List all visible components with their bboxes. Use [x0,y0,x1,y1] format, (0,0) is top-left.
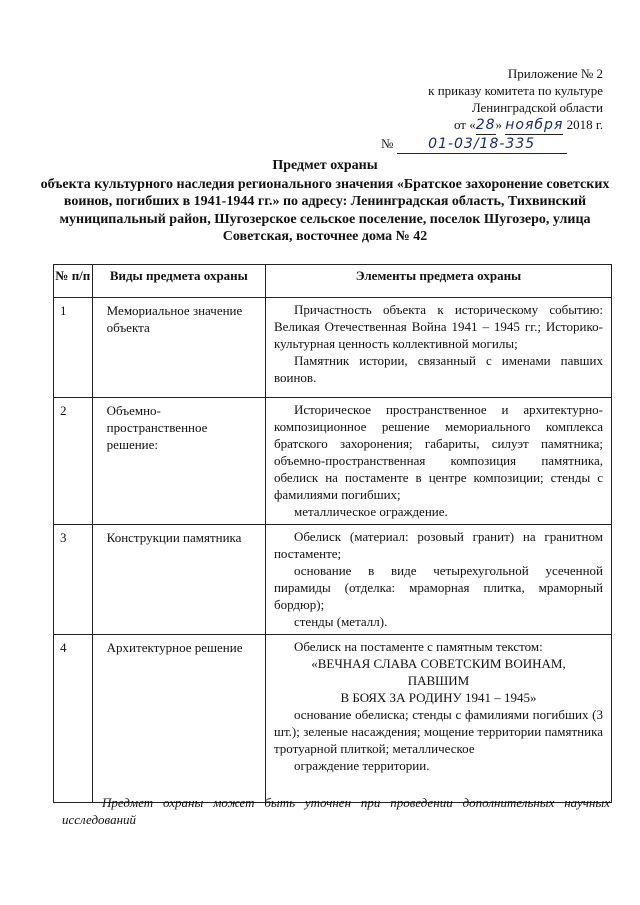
row-num: 1 [54,298,93,398]
row-elements [265,525,611,635]
date-mid: » [495,117,506,132]
table-row [54,398,612,525]
document-title [40,157,610,246]
table-row [54,298,612,398]
element-text: ограждение территории. [293,758,430,773]
header-elements: Элементы предмета охраны [265,265,611,298]
appendix-line-1: Приложение № 2 [507,66,603,81]
number-prefix: № [381,136,394,151]
table-row [54,635,612,803]
element-text: Причастность объекта к историческому событию: Великая Отечественная Война 1941 – 1945 гг.; Историко-культурная ценность коллективной могилы; [273,302,603,351]
memorial-inscription-line: «ВЕЧНАЯ СЛАВА СОВЕТСКИМ ВОИНАМ, [311,656,566,671]
date-prefix: от « [453,117,476,132]
element-text: металлическое ограждение. [293,504,448,519]
order-number [343,135,603,154]
row-kind: Мемориальное значение объекта [92,298,265,398]
memorial-inscription-line: В БОЯХ ЗА РОДИНУ 1941 – 1945» [340,690,537,705]
protection-table [53,264,612,803]
element-text: основание обелиска; стенды с фамилиями погибших (3 шт.); зеленые насаждения; мощение территории памятника тротуарной плиткой; металлическое [273,707,603,756]
date-day-handwritten: 28 [475,117,496,133]
title-body: объекта культурного наследия регионального значения «Братское захоронение советских воинов, погибших в 1941-1944 гг.» по адресу: Ленинградская область, Тихвинский муниципальный район, Шугозерское сельское поселение, поселок Шугозеро, улица Советская, восточнее дома № 42 [40,176,610,244]
date-month-handwritten: ноября [505,117,564,133]
element-text: стенды (металл). [293,614,388,629]
memorial-inscription-line: ПАВШИМ [407,673,470,688]
row-kind: Конструкции памятника [92,525,265,635]
header-num: № п/п [54,265,93,298]
row-kind: Архитектурное решение [92,635,265,803]
appendix-line-3: Ленинградской области [471,100,603,115]
element-text: Памятник истории, связанный с именами павших воинов. [273,353,603,385]
table-row [54,525,612,635]
order-date [343,116,603,135]
element-text: Историческое пространственное и архитектурно-композиционное решение мемориального комплекса братского захоронения; габариты, силуэт памятника; объемно-пространственная композиция памятника, обелиск на постаменте в центре композиции; стенды с фамилиями погибших; [273,402,603,502]
date-year: 2018 г. [563,117,603,132]
element-text: Обелиск (материал: розовый гранит) на гранитном постаменте; [273,529,603,561]
footnote: Предмет охраны может быть уточнен при проведении дополнительных научных исследований [62,795,610,827]
row-num: 3 [54,525,93,635]
header-kind: Виды предмета охраны [92,265,265,298]
row-num: 4 [54,635,93,803]
row-num: 2 [54,398,93,525]
row-elements [265,298,611,398]
appendix-line-2: к приказу комитета по культуре [428,83,603,98]
row-kind: Объемно-пространственное решение: [92,398,265,525]
number-handwritten: 01-03/18-335 [397,136,567,154]
table-header-row [54,265,612,298]
appendix-block [343,65,603,154]
element-text: Обелиск на постаменте с памятным текстом: [293,639,543,654]
row-elements [265,635,611,803]
title-heading: Предмет охраны [272,158,378,173]
row-elements [265,398,611,525]
element-text: основание в виде четырехугольной усеченной пирамиды (отделка: мраморная плитка, мраморный бордюр); [273,563,603,612]
